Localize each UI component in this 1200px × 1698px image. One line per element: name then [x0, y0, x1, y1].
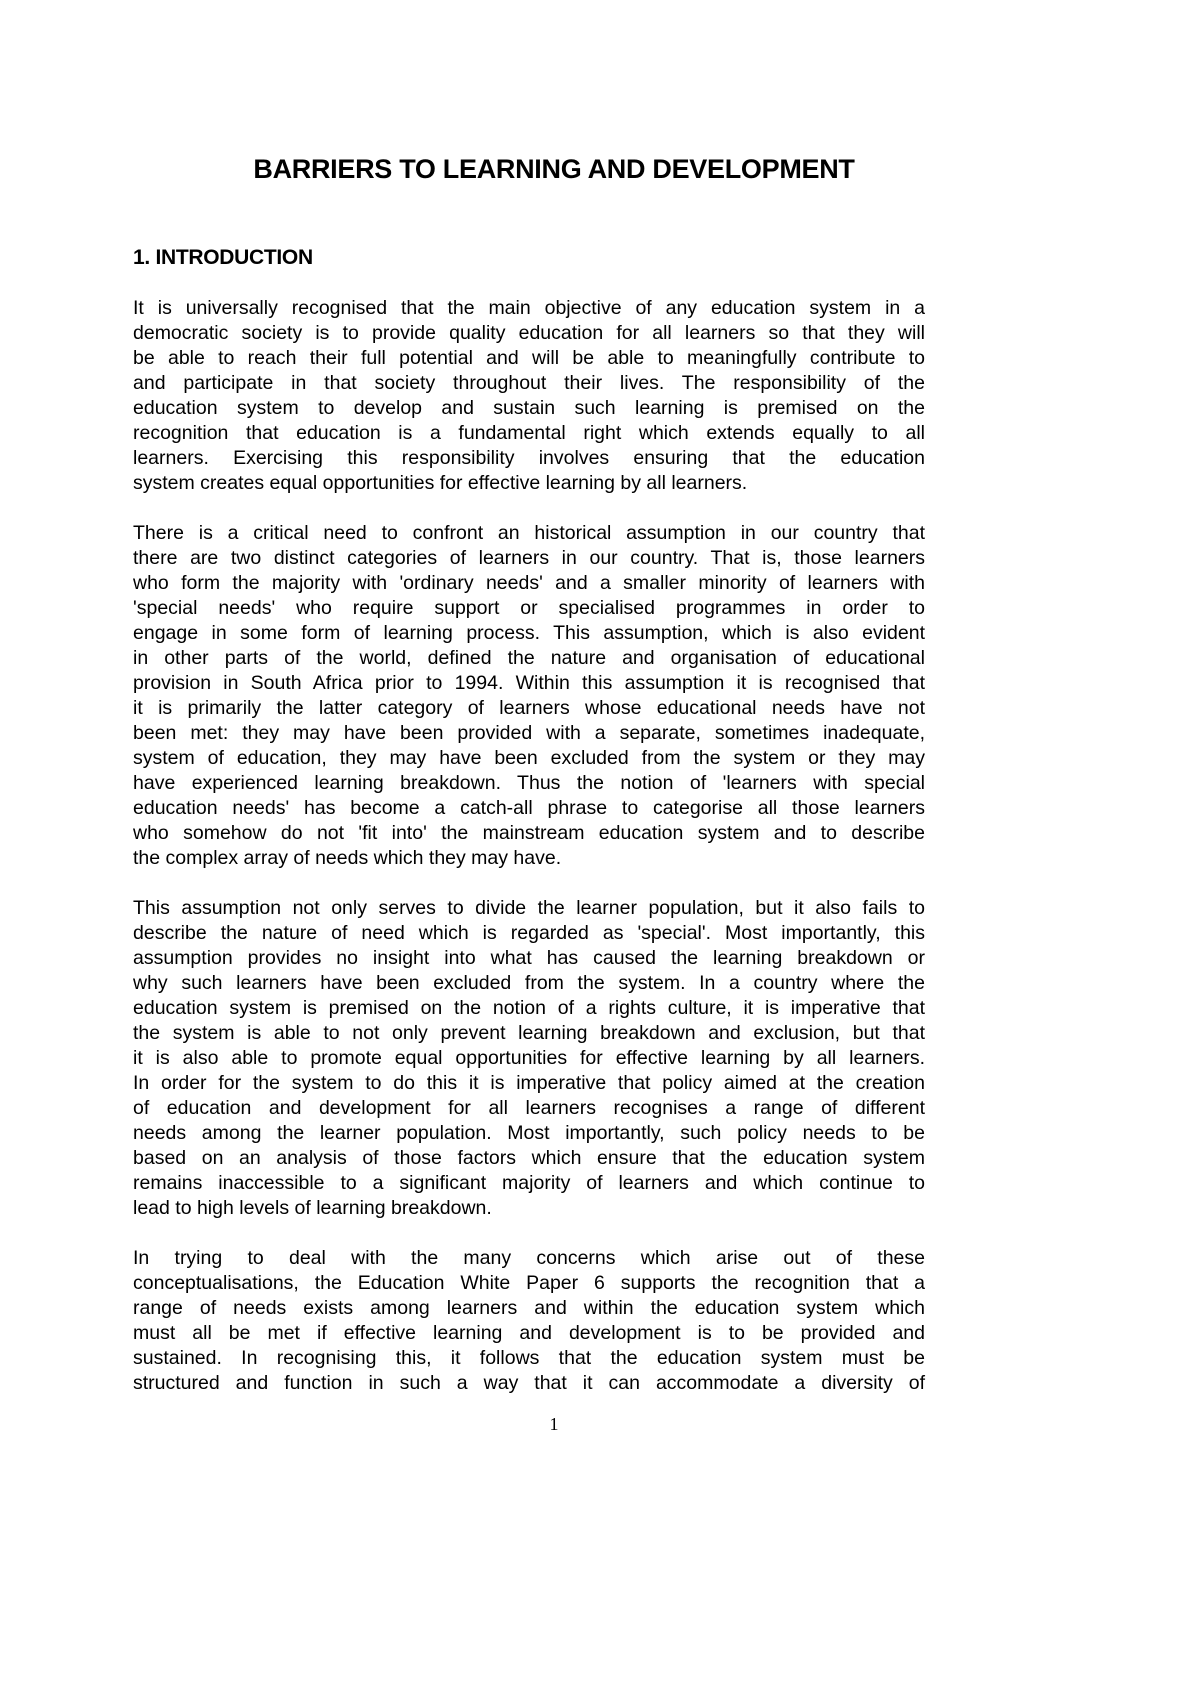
text-line: provision in South Africa prior to 1994. Within this assumption it is recognised that [133, 672, 925, 694]
text-line: recognition that education is a fundamental right which extends equally to all [133, 422, 925, 444]
text-line: who somehow do not 'fit into' the mainstream education system and to describe [133, 822, 925, 844]
paragraph [133, 296, 925, 496]
text-line: there are two distinct categories of learners in our country. That is, those learners [133, 547, 925, 569]
text-line: who form the majority with 'ordinary needs' and a smaller minority of learners with [133, 572, 925, 594]
text-line: 'special needs' who require support or specialised programmes in order to [133, 597, 925, 619]
text-line: education system to develop and sustain such learning is premised on the [133, 397, 925, 419]
section-heading: 1. INTRODUCTION [133, 246, 313, 269]
text-line: needs among the learner population. Most importantly, such policy needs to be [133, 1122, 925, 1144]
text-line: This assumption not only serves to divide the learner population, but it also fails to [133, 897, 925, 919]
text-line: engage in some form of learning process. This assumption, which is also evident [133, 622, 925, 644]
text-line: been met: they may have been provided with a separate, sometimes inadequate, [133, 722, 925, 744]
text-line: range of needs exists among learners and within the education system which [133, 1297, 925, 1319]
text-line: In trying to deal with the many concerns which arise out of these [133, 1247, 925, 1269]
text-line: In order for the system to do this it is imperative that policy aimed at the creation [133, 1072, 925, 1094]
text-line: It is universally recognised that the main objective of any education system in a [133, 297, 925, 319]
text-line: education system is premised on the notion of a rights culture, it is imperative that [133, 997, 925, 1019]
text-line: and participate in that society throughout their lives. The responsibility of the [133, 372, 925, 394]
text-line: learners. Exercising this responsibility involves ensuring that the education [133, 447, 925, 469]
text-line: sustained. In recognising this, it follows that the education system must be [133, 1347, 925, 1369]
paragraph [133, 521, 925, 871]
text-line: it is primarily the latter category of learners whose educational needs have not [133, 697, 925, 719]
text-line: system of education, they may have been excluded from the system or they may [133, 747, 925, 769]
text-line: in other parts of the world, defined the nature and organisation of educational [133, 647, 925, 669]
text-line: describe the nature of need which is regarded as 'special'. Most importantly, this [133, 922, 925, 944]
text-line: the complex array of needs which they may have. [133, 847, 562, 869]
document-body [133, 296, 925, 1421]
text-line: have experienced learning breakdown. Thus the notion of 'learners with special [133, 772, 925, 794]
text-line: lead to high levels of learning breakdown. [133, 1197, 492, 1219]
text-line: system creates equal opportunities for effective learning by all learners. [133, 472, 748, 494]
text-line: structured and function in such a way that it can accommodate a diversity of [133, 1372, 925, 1394]
text-line: education needs' has become a catch-all phrase to categorise all those learners [133, 797, 925, 819]
page-number: 1 [549, 1414, 559, 1434]
document-title: BARRIERS TO LEARNING AND DEVELOPMENT [253, 154, 855, 184]
text-line: why such learners have been excluded from the system. In a country where the [133, 972, 925, 994]
text-line: assumption provides no insight into what has caused the learning breakdown or [133, 947, 925, 969]
text-line: be able to reach their full potential and will be able to meaningfully contribute to [133, 347, 925, 369]
text-line: it is also able to promote equal opportunities for effective learning by all learners. [133, 1047, 925, 1069]
text-line: There is a critical need to confront an historical assumption in our country that [133, 522, 925, 544]
paragraph [133, 1246, 925, 1396]
text-line: the system is able to not only prevent learning breakdown and exclusion, but that [133, 1022, 925, 1044]
text-line: democratic society is to provide quality education for all learners so that they will [133, 322, 925, 344]
text-line: based on an analysis of those factors which ensure that the education system [133, 1147, 925, 1169]
text-line: must all be met if effective learning and development is to be provided and [133, 1322, 925, 1344]
text-line: of education and development for all learners recognises a range of different [133, 1097, 925, 1119]
text-line: conceptualisations, the Education White Paper 6 supports the recognition that a [133, 1272, 925, 1294]
text-line: remains inaccessible to a significant majority of learners and which continue to [133, 1172, 925, 1194]
paragraph [133, 896, 925, 1221]
